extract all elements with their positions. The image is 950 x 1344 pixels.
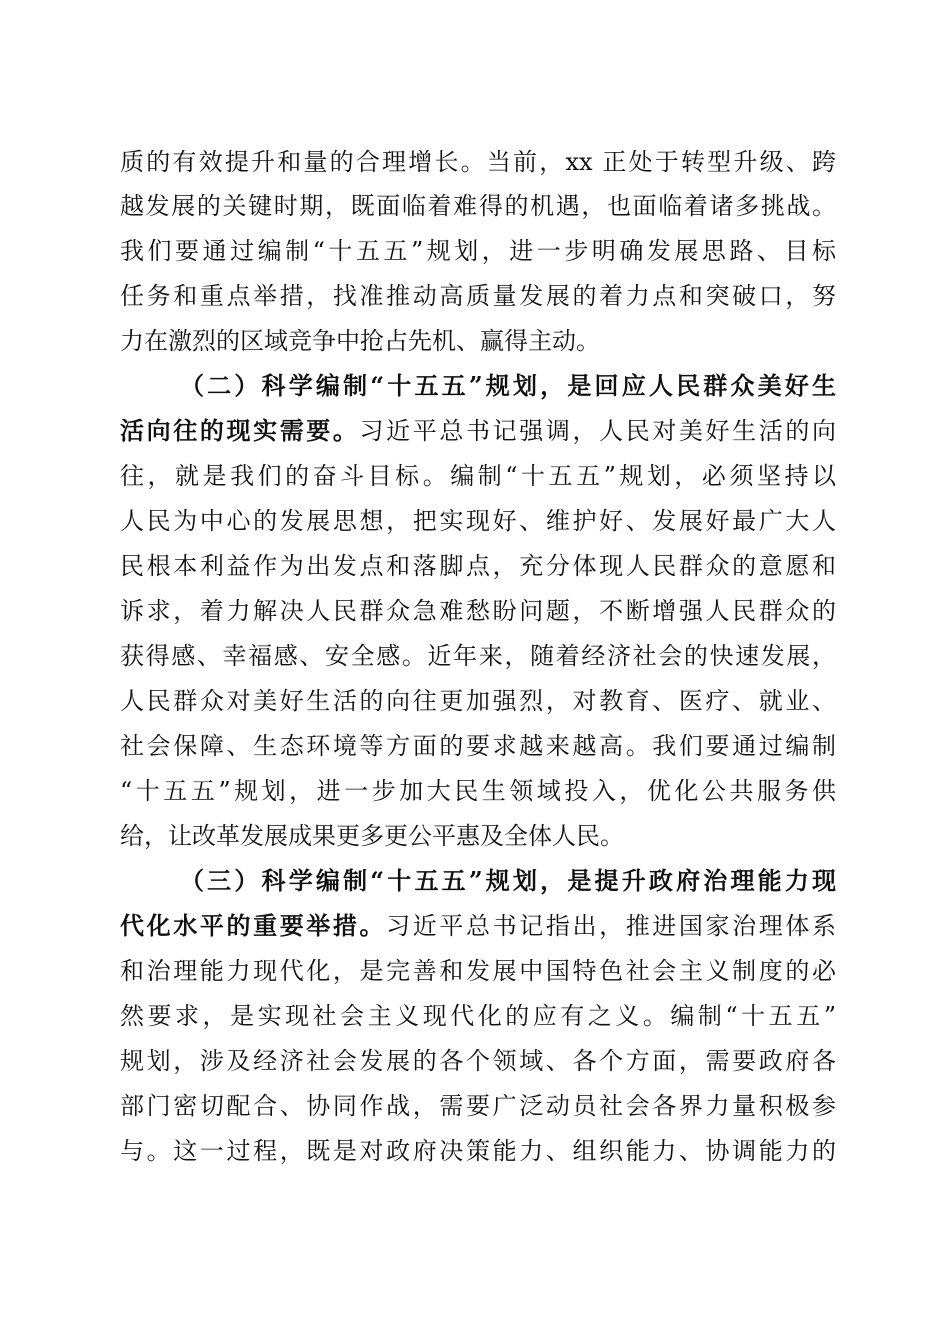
paragraph-2-line-9: 社会保障、生态环境等方面的要求越来越高。我们要通过编制 <box>120 732 836 760</box>
paragraph-2-heading-rest: 习近平总书记强调，人民对美好生活的向 <box>359 417 836 445</box>
paragraph-2-line-8: 人民群众对美好生活的向往更加强烈，对教育、医疗、就业、 <box>120 687 836 715</box>
paragraph-2-line-7: 获得感、幸福感、安全感。近年来，随着经济社会的快速发展， <box>120 642 836 670</box>
paragraph-3-heading-bold: 代化水平的重要举措。 <box>120 911 387 940</box>
paragraph-2-heading-line-1: （二）科学编制“十五五”规划，是回应人民群众美好生 <box>180 371 836 400</box>
paragraph-2-line-11: 给，让改革发展成果更多更公平惠及全体人民。 <box>120 822 624 850</box>
paragraph-3-heading-rest: 习近平总书记指出，推进国家治理体系 <box>386 912 836 940</box>
paragraph-1-line-1: 质的有效提升和量的合理增长。当前，xx 正处于转型升级、跨 <box>120 148 836 176</box>
paragraph-2-line-5: 民根本利益作为出发点和落脚点，充分体现人民群众的意愿和 <box>120 552 836 580</box>
paragraph-3-line-5: 规划，涉及经济社会发展的各个领域、各个方面，需要政府各 <box>120 1047 836 1075</box>
paragraph-2-line-10: “十五五”规划，进一步加大民生领域投入，优化公共服务供 <box>120 777 836 805</box>
paragraph-2-line-2 <box>120 409 836 453</box>
paragraph-2-line-6: 诉求，着力解决人民群众急难愁盼问题，不断增强人民群众的 <box>120 597 836 625</box>
paragraph-3-heading-line-1: （三）科学编制“十五五”规划，是提升政府治理能力现 <box>180 866 836 895</box>
paragraph-3-line-3: 和治理能力现代化，是完善和发展中国特色社会主义制度的必 <box>120 957 836 985</box>
paragraph-2-line-4: 人民为中心的发展思想，把实现好、维护好、发展好最广大人 <box>120 507 836 535</box>
paragraph-2-heading-bold: 活向往的现实需要。 <box>120 416 360 445</box>
paragraph-2-line-3: 往，就是我们的奋斗目标。编制“十五五”规划，必须坚持以 <box>120 462 836 490</box>
paragraph-1-line-4: 任务和重点举措，找准推动高质量发展的着力点和突破口，努 <box>120 282 836 310</box>
paragraph-1-line-2: 越发展的关键时期，既面临着难得的机遇，也面临着诸多挑战。 <box>120 192 836 220</box>
paragraph-3-line-6: 部门密切配合、协同作战，需要广泛动员社会各界力量积极参 <box>120 1092 836 1120</box>
paragraph-3-line-2 <box>120 904 836 948</box>
paragraph-3-line-4: 然要求，是实现社会主义现代化的应有之义。编制“十五五” <box>120 1002 836 1030</box>
paragraph-1-line-5: 力在激烈的区域竞争中抢占先机、赢得主动。 <box>120 327 600 355</box>
paragraph-1-line-3: 我们要通过编制“十五五”规划，进一步明确发展思路、目标 <box>120 237 836 265</box>
paragraph-3-line-7: 与。这一过程，既是对政府决策能力、组织能力、协调能力的 <box>120 1137 836 1165</box>
